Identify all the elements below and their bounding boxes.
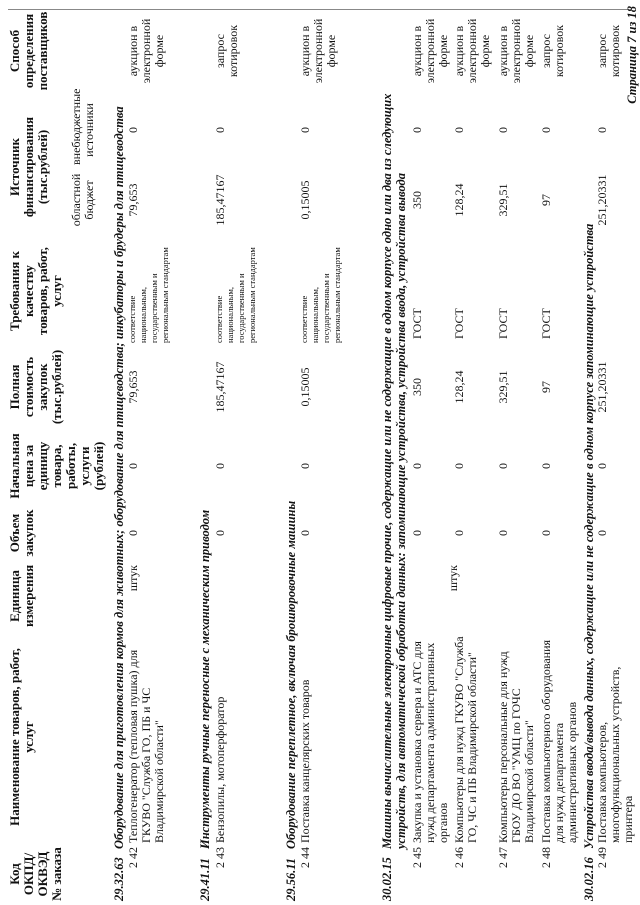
row-volume: 0 [595, 530, 609, 536]
page-number: Страница 7 из 18 [625, 6, 639, 104]
row-requirements: ГОСТ [410, 308, 424, 339]
row-method: запрос котировок [213, 24, 240, 78]
header-price: Начальная цена за единицу товара, работы, услуги (рублей) [7, 433, 106, 499]
row-regional: 128,24 [452, 183, 466, 217]
row-number: 2 47 [496, 847, 510, 868]
row-method: аукцион в электронной форме [298, 18, 338, 84]
header-unit: Единица измерения [7, 564, 36, 627]
row-total: 0,15005 [298, 367, 312, 407]
row-requirements: ГОСТ [452, 308, 466, 339]
row-unit: штук [446, 565, 460, 592]
header-funding-extra: внебюджетные источники [69, 88, 96, 165]
row-number: 2 48 [539, 847, 553, 868]
row-extra: 0 [539, 127, 553, 133]
section-code: 30.02.15 [380, 857, 394, 901]
section-title-continued: устройств, для автоматической обработки данных: запоминающие устройства, устройства ввода, устройства вывода [394, 173, 408, 849]
header-name: Наименование товаров, работ, услуг [7, 648, 36, 826]
section-code: 29.32.63 [112, 857, 126, 901]
row-extra: 0 [298, 127, 312, 133]
row-price: 0 [410, 463, 424, 469]
section-title: 29.56.11Оборудование переплетное, включая брошюровочные машины [284, 500, 298, 901]
row-extra: 0 [126, 127, 140, 133]
row-method: аукцион в электронной форме [452, 18, 492, 84]
section-code: 29.56.11 [284, 857, 298, 901]
row-number: 2 45 [410, 847, 424, 868]
row-price: 0 [452, 463, 466, 469]
row-total: 97 [539, 381, 553, 393]
row-volume: 0 [452, 530, 466, 536]
row-method: запрос котировок [539, 24, 566, 78]
row-extra: 0 [496, 127, 510, 133]
row-extra: 0 [595, 127, 609, 133]
row-total: 251,20331 [595, 361, 609, 413]
section-code: 29.41.11 [198, 857, 212, 901]
row-price: 0 [298, 463, 312, 469]
row-method: запрос котировок [595, 24, 622, 78]
row-total: 185,47167 [213, 361, 227, 413]
row-name: Компьютеры персональные для нужд ГБОУ ДО ВО "УМЦ по ГОЧС Владимирской области" [496, 651, 536, 843]
row-price: 0 [213, 463, 227, 469]
row-extra: 0 [452, 127, 466, 133]
section-code: 30.02.16 [582, 857, 596, 901]
row-requirements: ГОСТ [496, 308, 510, 339]
row-regional: 251,20331 [595, 174, 609, 226]
row-number: 2 43 [213, 847, 227, 868]
header-funding-regional: областной бюджет [69, 173, 96, 227]
header-requirements: Требования к качеству товаров, работ, услуг [7, 247, 64, 335]
row-regional: 350 [410, 191, 424, 209]
row-volume: 0 [410, 530, 424, 536]
row-name: Бензопилы, мотоперфоратор [213, 696, 227, 843]
row-volume: 0 [539, 530, 553, 536]
section-title: 30.02.16Устройства ввода/вывода данных, содержащие или не содержащие в одном корпусе запоминающие устройства [582, 223, 596, 901]
header-funding: Источник финансирования (тыс.рублей) [7, 116, 50, 218]
row-regional: 97 [539, 194, 553, 206]
header-total: Полная стоимость закупок (тыс.рублей) [7, 349, 64, 425]
row-regional: 329,51 [496, 183, 510, 217]
header-code: Код ОКПД/ ОКВЭД № заказа [7, 847, 64, 901]
row-volume: 0 [126, 530, 140, 536]
row-extra: 0 [213, 127, 227, 133]
row-method: аукцион в электронной форме [126, 18, 166, 84]
row-total: 128,24 [452, 370, 466, 404]
row-method: аукцион в электронной форме [496, 18, 536, 84]
row-number: 2 46 [452, 847, 466, 868]
row-unit: штук [126, 565, 140, 592]
row-name: Закупка и установка сервера и АТС для нужд департамента административных органов [410, 641, 450, 843]
row-volume: 0 [298, 530, 312, 536]
row-volume: 0 [213, 530, 227, 536]
row-number: 2 44 [298, 847, 312, 868]
row-regional: 185,47167 [213, 174, 227, 226]
row-price: 0 [539, 463, 553, 469]
row-extra: 0 [410, 127, 424, 133]
row-total: 329,51 [496, 370, 510, 404]
row-price: 0 [595, 463, 609, 469]
row-method: аукцион в электронной форме [410, 18, 450, 84]
header-volume: Объем закупок [7, 509, 36, 557]
row-volume: 0 [496, 530, 510, 536]
row-total: 79,653 [126, 370, 140, 404]
header-method: Способ определения поставщиков [7, 11, 50, 91]
row-name: Поставка компьютеров, многофункциональных устройств, принтера [595, 666, 635, 843]
row-name: Компьютеры для нужд ГКУВО "Служба ГО, ЧС и ПБ Владимирской области" [452, 636, 479, 843]
row-regional: 0,15005 [298, 180, 312, 220]
section-title: 30.02.15Машины вычислительные электронные цифровые прочие, содержащие или не содержащие в одном корпусе одно или два из следующих [380, 93, 394, 901]
row-requirements: соответствие национальным, государственным и региональным стандартам [214, 247, 257, 343]
section-title: 29.41.11Инструменты ручные переносные с механическим приводом [198, 509, 212, 901]
row-price: 0 [496, 463, 510, 469]
row-requirements: ГОСТ [539, 308, 553, 339]
row-number: 2 49 [595, 847, 609, 868]
row-price: 0 [126, 463, 140, 469]
row-requirements: соответствие национальным, государственным и региональным стандартам [299, 247, 342, 343]
row-name: Поставка компьютерного оборудования для нужд департамента административных органов [539, 639, 579, 843]
row-number: 2 42 [126, 847, 140, 868]
row-name: Теплогенератор (тепловая пушка) для ГКУВО "Служба ГО, ПБ и ЧС Владимирской области" [126, 649, 166, 843]
section-title: 29.32.63Оборудование для приготовления кормов для животных; оборудование для птицеводства; инкубаторы и брудеры для птицеводства [112, 106, 126, 901]
row-requirements: соответствие национальным, государственным и региональным стандартам [127, 247, 170, 343]
row-name: Поставка канцелярских товаров [298, 679, 312, 843]
row-regional: 79,653 [126, 183, 140, 217]
row-total: 350 [410, 378, 424, 396]
